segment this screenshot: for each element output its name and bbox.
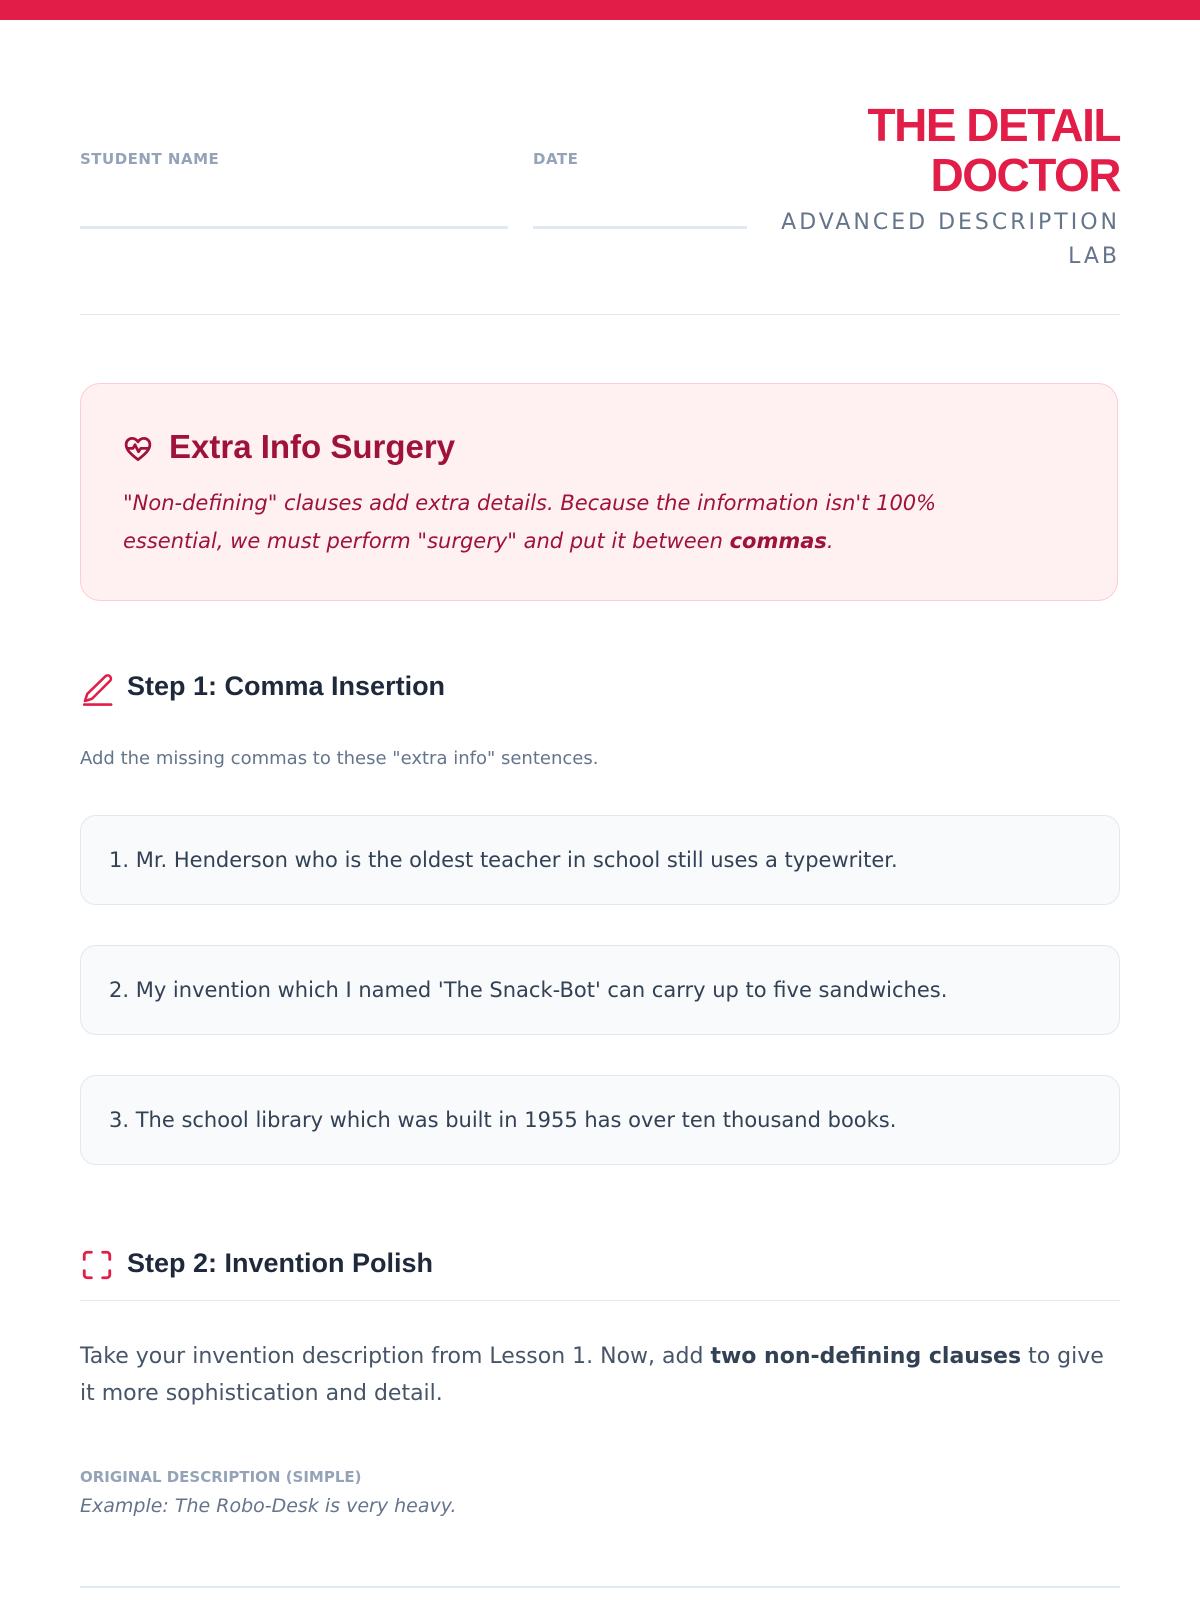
date-field[interactable] bbox=[533, 226, 747, 229]
step2-body-end: to give it more sophistication and detail. bbox=[80, 1344, 1104, 1406]
heart-pulse-icon bbox=[121, 434, 155, 464]
info-callout bbox=[80, 383, 1118, 601]
pencil-icon bbox=[80, 672, 114, 706]
step2-body-emphasis: two non-defining clauses bbox=[710, 1344, 1022, 1369]
step1-instruction: Add the missing commas to these "extra info" sentences. bbox=[80, 748, 599, 769]
step2-instruction bbox=[80, 1338, 1120, 1412]
callout-body-text: "Non-defining" clauses add extra details. Because the information isn't 100% essential, we must perform "surgery" and put it between bbox=[123, 491, 937, 553]
student-name-label: STUDENT NAME bbox=[80, 150, 220, 168]
original-description-example: Example: The Robo-Desk is very heavy. bbox=[80, 1495, 457, 1517]
callout-body-emphasis: commas bbox=[729, 529, 827, 553]
sentence-item[interactable]: 3. The school library which was built in 1955 has over ten thousand books. bbox=[80, 1075, 1120, 1165]
callout-title: Extra Info Surgery bbox=[169, 428, 456, 465]
step2-body-text: Take your invention description from Lesson 1. Now, add bbox=[80, 1344, 711, 1369]
original-description-answer-line[interactable] bbox=[80, 1586, 1120, 1588]
header-divider bbox=[80, 314, 1120, 315]
page-title: THE DETAIL DOCTOR bbox=[867, 99, 1120, 201]
step1-title: Step 1: Comma Insertion bbox=[127, 671, 446, 701]
page-subtitle: ADVANCED DESCRIPTION LAB bbox=[781, 210, 1120, 269]
callout-body bbox=[123, 484, 1023, 560]
callout-body-end: . bbox=[826, 529, 834, 553]
sentence-item[interactable]: 1. Mr. Henderson who is the oldest teacher in school still uses a typewriter. bbox=[80, 815, 1120, 905]
step2-divider bbox=[80, 1300, 1120, 1301]
original-description-label: ORIGINAL DESCRIPTION (SIMPLE) bbox=[80, 1468, 362, 1486]
student-name-field[interactable] bbox=[80, 226, 508, 229]
step2-title: Step 2: Invention Polish bbox=[127, 1248, 434, 1278]
focus-frame-icon bbox=[80, 1248, 114, 1282]
top-accent-bar bbox=[0, 0, 1200, 20]
sentence-item[interactable]: 2. My invention which I named 'The Snack-Bot' can carry up to five sandwiches. bbox=[80, 945, 1120, 1035]
date-label: DATE bbox=[533, 150, 579, 168]
